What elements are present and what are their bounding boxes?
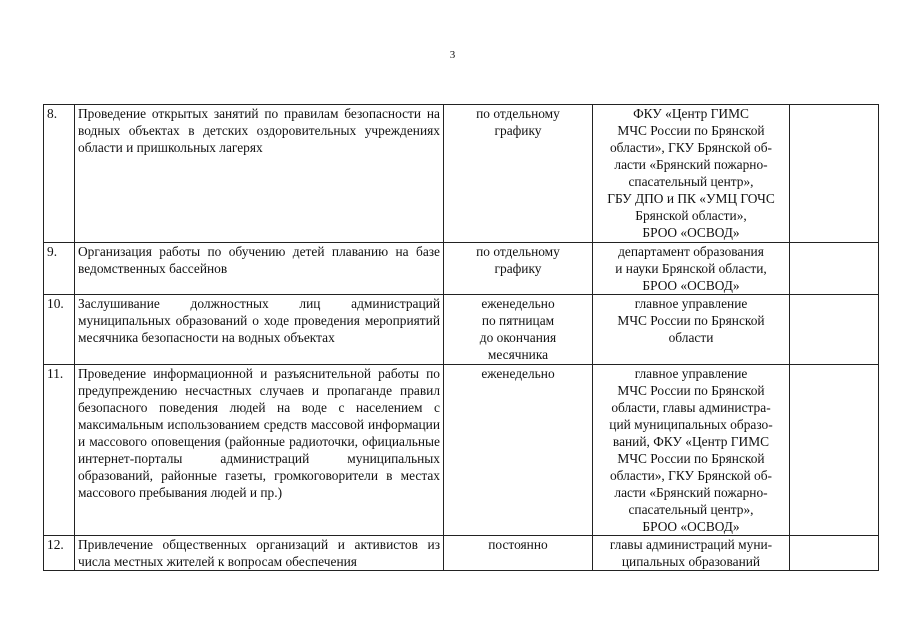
event-description: Организация работы по обучению детей плаванию на базе ведомственных бассейнов <box>75 243 444 295</box>
table-row <box>44 243 879 295</box>
term-line: графику <box>494 123 542 138</box>
responsible-line: и науки Брянской области, <box>615 261 767 276</box>
responsible-line: спасательный центр», <box>628 502 754 517</box>
event-note <box>790 536 879 571</box>
responsible-line: ласти «Брянский пожарно- <box>614 157 768 172</box>
event-responsible <box>593 295 790 365</box>
event-description: Заслушивание должностных лиц администраций муниципальных образований о ходе проведения мероприятий месячника безопасности на водных объектах <box>75 295 444 365</box>
event-responsible <box>593 243 790 295</box>
responsible-line: МЧС России по Брянской <box>617 383 765 398</box>
row-number: 11. <box>44 365 75 536</box>
row-number: 8. <box>44 105 75 243</box>
term-line: графику <box>494 261 542 276</box>
term-line: до окончания <box>479 330 557 345</box>
term-line: постоянно <box>488 537 548 552</box>
responsible-line: Брянской области», <box>635 208 747 223</box>
responsible-line: ГБУ ДПО и ПК «УМЦ ГОЧС <box>607 191 775 206</box>
row-number: 9. <box>44 243 75 295</box>
responsible-line: области», ГКУ Брянской об- <box>609 468 773 483</box>
responsible-line: МЧС России по Брянской <box>617 451 765 466</box>
event-term <box>444 536 593 571</box>
event-term <box>444 365 593 536</box>
responsible-line: БРОО «ОСВОД» <box>642 225 740 240</box>
event-note <box>790 243 879 295</box>
event-responsible <box>593 536 790 571</box>
event-description: Проведение открытых занятий по правилам безопасности на водных объектах в детских оздоровительных учреждениях области и пришкольных лагерях <box>75 105 444 243</box>
responsible-line: ласти «Брянский пожарно- <box>614 485 768 500</box>
event-note <box>790 105 879 243</box>
table-row <box>44 105 879 243</box>
responsible-line: спасательный центр», <box>628 174 754 189</box>
responsible-line: ваний, ФКУ «Центр ГИМС <box>612 434 770 449</box>
event-responsible <box>593 365 790 536</box>
event-responsible <box>593 105 790 243</box>
responsible-line: области <box>668 330 714 345</box>
term-line: по пятницам <box>481 313 555 328</box>
row-number: 12. <box>44 536 75 571</box>
term-line: еженедельно <box>481 366 555 381</box>
event-term <box>444 295 593 365</box>
responsible-line: главное управление <box>634 366 748 381</box>
responsible-line: ципальных образований <box>621 554 761 569</box>
term-line: по отдельному <box>476 106 560 121</box>
term-line: по отдельному <box>476 244 560 259</box>
responsible-line: МЧС России по Брянской <box>617 313 765 328</box>
responsible-line: БРОО «ОСВОД» <box>642 519 740 534</box>
responsible-line: ФКУ «Центр ГИМС <box>633 106 749 121</box>
row-number: 10. <box>44 295 75 365</box>
event-term <box>444 243 593 295</box>
table-row <box>44 295 879 365</box>
responsible-line: ций муниципальных образо- <box>609 417 773 432</box>
responsible-line: МЧС России по Брянской <box>617 123 765 138</box>
table-row <box>44 536 879 571</box>
events-table <box>43 104 879 571</box>
event-term <box>444 105 593 243</box>
event-description: Привлечение общественных организаций и активистов из числа местных жителей к вопросам обеспечения <box>75 536 444 571</box>
term-line: месячника <box>487 347 549 362</box>
event-description: Проведение информационной и разъяснительной работы по предупреждению несчастных случаев и пропаганде правил безопасного поведения людей на воде с населением с максимальным использованием средств массовой информации и массового оповещения (районные радиоточки, официальные интернет-порталы администраций муниципальных образований, районные газеты, громкоговорители в местах массового пребывания людей и пр.) <box>75 365 444 536</box>
responsible-line: главное управление <box>634 296 748 311</box>
responsible-line: области, главы администра- <box>611 400 771 415</box>
event-note <box>790 295 879 365</box>
event-note <box>790 365 879 536</box>
responsible-line: БРОО «ОСВОД» <box>642 278 740 293</box>
responsible-line: главы администраций муни- <box>609 537 773 552</box>
responsible-line: департамент образования <box>618 244 764 259</box>
page-number: 3 <box>449 49 456 61</box>
responsible-line: области», ГКУ Брянской об- <box>609 140 773 155</box>
term-line: еженедельно <box>481 296 555 311</box>
table-row <box>44 365 879 536</box>
